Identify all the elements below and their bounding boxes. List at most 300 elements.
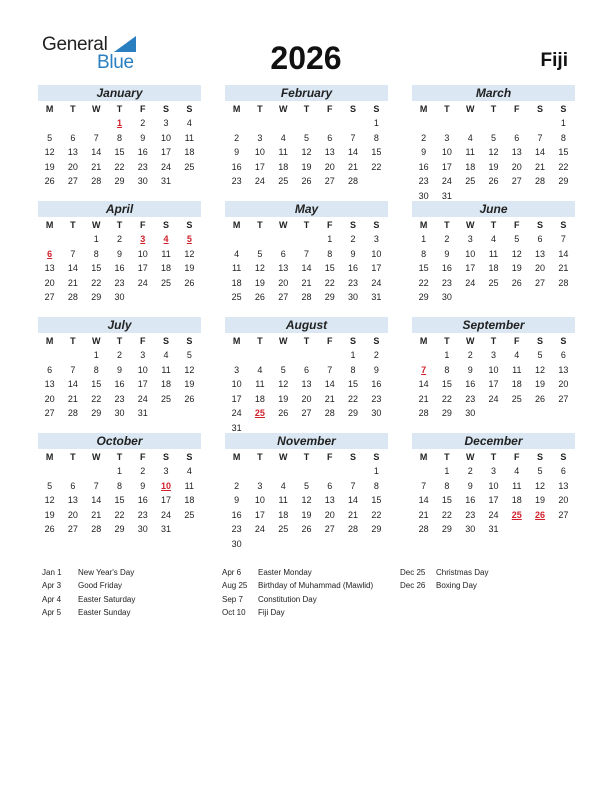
weekday-label: F: [140, 452, 146, 462]
day-cell: 17: [231, 393, 242, 404]
weekday-header: [38, 102, 201, 116]
day-cell: 8: [373, 480, 379, 491]
day-cell: 6: [537, 234, 543, 244]
day-cell: 19: [488, 161, 499, 172]
day-cell: 29: [418, 292, 429, 302]
month-title: December: [412, 433, 575, 449]
day-cell: 21: [348, 509, 359, 520]
weekday-label: T: [257, 452, 263, 462]
day-cell: 19: [301, 161, 312, 172]
day-cell: 20: [278, 277, 289, 288]
country-name: Fiji: [540, 50, 568, 71]
day-cell: 2: [421, 132, 427, 143]
day-cell: 28: [67, 408, 78, 418]
day-cell: 27: [44, 292, 55, 302]
day-cell: 12: [511, 248, 522, 259]
holiday-day: 26: [535, 509, 546, 520]
weekday-label: T: [303, 104, 310, 114]
weekday-label: T: [303, 336, 310, 346]
day-cell: 25: [184, 509, 195, 520]
empty-cell: [505, 116, 528, 131]
day-cell: 31: [161, 176, 172, 186]
holiday-name: Easter Saturday: [78, 594, 136, 604]
day-cell: 1: [421, 234, 427, 244]
day-cell: 11: [184, 480, 195, 491]
day-cell: 7: [350, 480, 356, 491]
day-cell: 30: [348, 292, 359, 302]
day-cell: 27: [44, 408, 55, 418]
day-cell: 8: [93, 364, 99, 375]
weekday-label: F: [514, 452, 520, 462]
holiday-date: Dec 25: [400, 568, 426, 577]
day-cell: 23: [465, 393, 476, 404]
day-cell: 24: [254, 176, 265, 186]
holiday-entry: [222, 566, 373, 579]
empty-cell: [272, 232, 295, 247]
day-cell: 3: [163, 466, 169, 476]
day-cell: 17: [137, 263, 148, 273]
day-cell: 29: [324, 292, 335, 302]
day-cell: 17: [254, 161, 265, 172]
day-cell: 1: [327, 234, 333, 244]
holiday-day: 7: [421, 364, 427, 375]
weekday-label: S: [537, 452, 544, 462]
day-cell: 14: [348, 147, 359, 157]
day-cell: 30: [465, 408, 476, 418]
month-december: [412, 433, 575, 549]
day-cell: 8: [116, 132, 122, 143]
day-cell: 24: [137, 393, 148, 404]
day-cell: 19: [511, 263, 522, 273]
day-cell: 30: [418, 190, 429, 201]
weekday-label: W: [465, 104, 475, 114]
holiday-name: Fiji Day: [258, 608, 285, 618]
empty-cell: [318, 348, 341, 363]
day-cell: 2: [467, 466, 473, 476]
day-cell: 16: [465, 495, 476, 505]
weekday-label: S: [560, 104, 567, 114]
day-cell: 26: [184, 277, 195, 288]
day-cell: 4: [467, 132, 473, 143]
weekday-label: T: [444, 336, 450, 346]
day-cell: 12: [278, 379, 289, 389]
logo-general-text: General: [42, 34, 108, 55]
weekday-label: M: [45, 452, 54, 462]
weekday-label: M: [419, 220, 428, 230]
day-cell: 7: [421, 480, 427, 491]
empty-cell: [85, 116, 108, 131]
holiday-date: Aug 25: [222, 581, 248, 591]
day-cell: 24: [161, 161, 172, 172]
holiday-entry: [42, 566, 135, 579]
day-cell: 29: [441, 408, 452, 418]
weekday-header: [412, 334, 575, 348]
day-cell: 7: [350, 132, 356, 143]
day-cell: 15: [114, 147, 125, 157]
day-cell: 5: [257, 248, 263, 259]
day-cell: 10: [488, 480, 499, 491]
empty-cell: [225, 232, 248, 247]
day-cell: 2: [234, 132, 240, 143]
empty-cell: [272, 464, 295, 479]
day-cell: 29: [441, 524, 452, 534]
day-cell: 1: [93, 350, 99, 360]
month-september: [412, 317, 575, 433]
month-june: [412, 201, 575, 317]
day-cell: 31: [231, 422, 242, 433]
day-cell: 23: [231, 524, 242, 534]
day-cell: 20: [324, 161, 335, 172]
day-cell: 20: [558, 379, 569, 389]
day-cell: 1: [444, 466, 450, 476]
day-cell: 21: [324, 393, 335, 404]
weekday-label: S: [350, 220, 357, 230]
day-cell: 4: [234, 248, 240, 259]
day-cell: 30: [114, 292, 125, 302]
day-cell: 2: [116, 234, 122, 244]
day-cell: 21: [67, 393, 78, 404]
day-cell: 2: [350, 234, 356, 244]
holiday-day: 10: [161, 480, 172, 491]
day-cell: 7: [560, 234, 566, 244]
day-cell: 3: [490, 466, 496, 476]
weekday-label: T: [70, 104, 76, 114]
day-cell: 2: [467, 350, 473, 360]
day-cell: 20: [324, 509, 335, 520]
day-cell: 24: [488, 393, 499, 404]
weekday-label: F: [140, 104, 146, 114]
day-cell: 2: [444, 234, 450, 244]
day-cell: 15: [371, 147, 382, 157]
holiday-day: 4: [163, 234, 169, 244]
day-cell: 10: [441, 147, 452, 157]
day-cell: 22: [418, 277, 429, 288]
empty-cell: [318, 464, 341, 479]
day-cell: 26: [488, 176, 499, 186]
day-cell: 19: [184, 379, 195, 389]
day-cell: 4: [186, 118, 192, 128]
day-cell: 24: [231, 408, 242, 418]
day-cell: 15: [324, 263, 335, 273]
day-cell: 18: [161, 379, 172, 389]
day-grid: [225, 464, 388, 551]
day-cell: 16: [371, 379, 382, 389]
day-cell: 9: [234, 495, 240, 505]
day-cell: 13: [324, 495, 335, 505]
day-cell: 11: [512, 364, 522, 375]
month-march: [412, 85, 575, 201]
day-grid: [225, 348, 388, 435]
empty-cell: [341, 116, 364, 131]
day-cell: 12: [301, 495, 312, 505]
day-cell: 27: [278, 292, 289, 302]
day-cell: 14: [324, 379, 335, 389]
day-cell: 14: [67, 263, 78, 273]
day-cell: 12: [488, 147, 499, 157]
holiday-name: Birthday of Muhammad (Mawlid): [258, 581, 374, 591]
day-cell: 30: [137, 176, 148, 186]
day-cell: 8: [560, 132, 566, 143]
day-cell: 12: [254, 263, 265, 273]
day-cell: 19: [254, 277, 265, 288]
day-cell: 3: [163, 118, 169, 128]
weekday-label: T: [303, 220, 310, 230]
day-cell: 5: [47, 480, 53, 491]
day-cell: 9: [467, 364, 473, 375]
day-cell: 20: [67, 161, 78, 172]
day-cell: 27: [67, 176, 78, 186]
day-cell: 28: [418, 408, 429, 418]
day-cell: 10: [161, 132, 172, 143]
day-cell: 18: [511, 379, 522, 389]
day-cell: 2: [373, 350, 379, 360]
day-cell: 13: [558, 364, 569, 375]
day-cell: 14: [348, 495, 359, 505]
empty-cell: [412, 348, 435, 363]
month-january: [38, 85, 201, 201]
day-cell: 1: [373, 466, 379, 476]
empty-cell: [295, 348, 318, 363]
day-cell: 18: [278, 509, 289, 520]
month-title: July: [38, 317, 201, 333]
day-cell: 18: [254, 393, 265, 404]
day-cell: 17: [371, 263, 382, 273]
day-cell: 24: [441, 176, 452, 186]
holiday-day: 25: [254, 408, 265, 418]
day-cell: 8: [444, 364, 450, 375]
weekday-label: M: [45, 104, 54, 114]
day-cell: 24: [161, 509, 172, 520]
day-cell: 12: [301, 147, 312, 157]
month-title: January: [38, 85, 201, 101]
weekday-label: M: [419, 452, 428, 462]
empty-cell: [295, 464, 318, 479]
day-cell: 28: [535, 176, 546, 186]
day-cell: 9: [444, 248, 450, 259]
weekday-label: S: [373, 104, 380, 114]
day-cell: 22: [91, 277, 102, 288]
day-cell: 23: [441, 277, 452, 288]
month-april: [38, 201, 201, 317]
day-cell: 15: [441, 379, 452, 389]
holiday-entry: [400, 566, 488, 579]
day-cell: 24: [137, 277, 148, 288]
day-cell: 24: [465, 277, 476, 288]
month-title: March: [412, 85, 575, 101]
empty-cell: [295, 116, 318, 131]
day-cell: 6: [70, 132, 76, 143]
day-cell: 20: [535, 263, 546, 273]
weekday-label: T: [116, 104, 123, 114]
day-cell: 11: [488, 248, 499, 259]
day-cell: 21: [418, 509, 429, 520]
weekday-label: T: [444, 220, 450, 230]
weekday-label: T: [490, 220, 497, 230]
day-cell: 27: [67, 524, 78, 534]
day-cell: 8: [444, 480, 450, 491]
day-cell: 6: [327, 480, 333, 491]
day-cell: 6: [514, 132, 520, 143]
day-cell: 4: [257, 364, 263, 375]
day-cell: 15: [558, 147, 569, 157]
weekday-label: S: [163, 336, 170, 346]
day-cell: 4: [186, 466, 192, 476]
weekday-label: S: [186, 104, 193, 114]
day-cell: 13: [558, 480, 569, 491]
day-cell: 3: [257, 132, 263, 143]
day-cell: 1: [373, 118, 379, 128]
day-cell: 11: [465, 147, 475, 157]
weekday-label: W: [465, 336, 475, 346]
empty-cell: [248, 116, 271, 131]
day-grid: [38, 116, 201, 189]
holiday-day: 25: [511, 509, 522, 520]
day-cell: 14: [418, 379, 429, 389]
day-cell: 20: [44, 393, 55, 404]
holiday-date: Jan 1: [42, 568, 62, 577]
day-grid: [412, 232, 575, 305]
weekday-label: S: [163, 452, 170, 462]
day-cell: 30: [114, 408, 125, 418]
day-cell: 16: [231, 509, 242, 520]
holiday-entry: [42, 593, 135, 606]
day-cell: 1: [444, 350, 450, 360]
day-cell: 13: [511, 147, 522, 157]
day-cell: 31: [441, 190, 452, 201]
day-cell: 4: [280, 132, 286, 143]
day-cell: 26: [44, 524, 55, 534]
day-cell: 6: [560, 350, 566, 360]
day-cell: 30: [371, 408, 382, 418]
day-cell: 25: [161, 393, 172, 404]
day-cell: 21: [67, 277, 78, 288]
day-cell: 21: [91, 509, 102, 520]
empty-cell: [272, 348, 295, 363]
day-cell: 9: [140, 480, 146, 491]
day-cell: 3: [490, 350, 496, 360]
day-cell: 29: [114, 176, 125, 186]
day-cell: 21: [418, 393, 429, 404]
empty-cell: [38, 464, 61, 479]
day-cell: 30: [231, 538, 242, 549]
day-cell: 6: [560, 466, 566, 476]
day-cell: 22: [558, 161, 569, 172]
day-cell: 8: [93, 248, 99, 259]
day-cell: 22: [441, 509, 452, 520]
day-cell: 18: [231, 277, 242, 288]
day-cell: 13: [44, 379, 55, 389]
day-cell: 15: [348, 379, 359, 389]
weekday-label: W: [465, 452, 475, 462]
day-cell: 13: [67, 147, 78, 157]
weekday-label: S: [560, 220, 567, 230]
weekday-header: [412, 218, 575, 232]
holiday-entry: [42, 606, 135, 619]
holiday-column: [400, 566, 488, 593]
weekday-label: T: [257, 336, 263, 346]
empty-cell: [412, 464, 435, 479]
day-cell: 13: [278, 263, 289, 273]
day-cell: 11: [161, 248, 171, 259]
day-cell: 14: [91, 147, 102, 157]
weekday-label: W: [465, 220, 475, 230]
day-cell: 27: [558, 393, 569, 404]
day-cell: 29: [91, 408, 102, 418]
day-cell: 14: [558, 248, 569, 259]
day-cell: 10: [254, 495, 265, 505]
day-cell: 23: [418, 176, 429, 186]
day-cell: 22: [348, 393, 359, 404]
weekday-label: S: [186, 336, 193, 346]
weekday-label: W: [278, 220, 288, 230]
empty-cell: [295, 232, 318, 247]
day-cell: 15: [91, 379, 102, 389]
day-cell: 11: [184, 132, 195, 143]
holiday-name: Easter Monday: [258, 568, 312, 577]
day-cell: 19: [44, 161, 55, 172]
day-cell: 9: [421, 147, 427, 157]
day-cell: 20: [44, 277, 55, 288]
weekday-label: W: [91, 336, 101, 346]
day-grid: [38, 348, 201, 421]
holiday-day: 1: [116, 118, 122, 128]
weekday-header: [225, 450, 388, 464]
holiday-day: 3: [140, 234, 146, 244]
day-cell: 16: [348, 263, 359, 273]
day-cell: 26: [301, 176, 312, 186]
day-cell: 17: [441, 161, 452, 172]
weekday-label: W: [278, 336, 288, 346]
weekday-label: T: [116, 452, 123, 462]
day-cell: 17: [161, 495, 172, 505]
empty-cell: [38, 232, 61, 247]
day-cell: 6: [47, 364, 53, 375]
day-cell: 3: [257, 480, 263, 491]
day-cell: 23: [114, 277, 125, 288]
day-cell: 4: [280, 480, 286, 491]
day-cell: 8: [350, 364, 356, 375]
empty-cell: [412, 116, 435, 131]
weekday-label: M: [419, 104, 428, 114]
day-cell: 31: [488, 524, 499, 534]
day-cell: 9: [140, 132, 146, 143]
month-title: April: [38, 201, 201, 217]
weekday-label: S: [350, 104, 357, 114]
day-cell: 25: [184, 161, 195, 172]
day-cell: 19: [278, 393, 289, 404]
holiday-column: [42, 566, 135, 620]
day-cell: 6: [327, 132, 333, 143]
holiday-entry: [222, 606, 373, 619]
day-cell: 22: [114, 161, 125, 172]
day-cell: 21: [348, 161, 359, 172]
day-cell: 5: [186, 350, 192, 360]
weekday-label: S: [350, 336, 357, 346]
day-cell: 17: [137, 379, 148, 389]
holiday-date: Apr 3: [42, 581, 62, 591]
holiday-entry: [222, 579, 373, 592]
day-cell: 10: [137, 364, 148, 375]
day-cell: 1: [560, 118, 566, 128]
day-cell: 25: [278, 524, 289, 534]
weekday-label: F: [327, 104, 333, 114]
day-cell: 5: [514, 234, 520, 244]
day-cell: 16: [465, 379, 476, 389]
weekday-label: S: [537, 104, 544, 114]
holiday-name: Christmas Day: [436, 568, 489, 577]
day-cell: 3: [373, 234, 379, 244]
day-cell: 16: [441, 263, 452, 273]
